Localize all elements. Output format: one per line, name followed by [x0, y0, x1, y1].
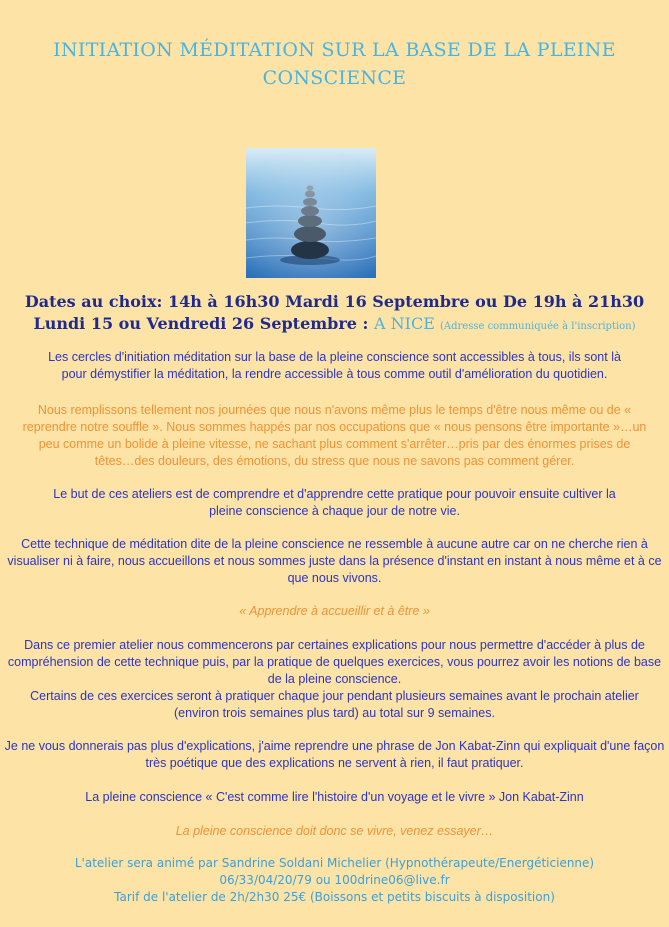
- quote-accueillir: « Apprendre à accueillir et à être »: [239, 604, 430, 618]
- page-title: INITIATION MÉDITATION SUR LA BASE DE LA PLEINE CONSCIENCE: [53, 39, 616, 89]
- paragraph-technique: Cette technique de méditation dite de la pleine conscience ne ressemble à aucune autre car on ne cherche rien à visualiser ni à faire, nous accueillons et nous sommes juste dans la présence d'instant en instant à nous même et à ce que nous vivons.: [7, 537, 662, 585]
- footer-contact: 06/33/04/20/79 ou 100drine06@live.fr: [219, 873, 450, 887]
- paragraph-goal: Le but de ces ateliers est de comprendre et d'apprendre cette pratique pour pouvoir ensuite cultiver la pleine conscience à chaque jour de notre vie.: [53, 487, 616, 518]
- footer-animator: L'atelier sera animé par Sandrine Soldani Michelier (Hypnothérapeute/Energéticienne): [74, 856, 595, 870]
- location: A NICE: [374, 314, 440, 333]
- stone-cairn-on-water-photo: [246, 148, 376, 278]
- dates-line-2: [0, 313, 669, 338]
- dates-line-1: Dates au choix: 14h à 16h30 Mardi 16 Septembre ou De 19h à 21h30: [24, 292, 645, 311]
- address-note: (Adresse communiquée à l'inscription): [440, 321, 636, 332]
- footer-price: Tarif de l'atelier de 2h/2h30 25€ (Boissons et petits biscuits à disposition): [114, 890, 555, 904]
- paragraph-explanations: Je ne vous donnerais pas plus d'explications, j'aime reprendre une phrase de Jon Kabat-Zinn qui expliquait d'une façon très poétique que des explications ne servent à rien, il faut pratiquer.: [4, 739, 665, 770]
- paragraph-exercises: Certains de ces exercices seront à pratiquer chaque jour pendant plusieurs semaines avant le prochain atelier (environ trois semaines plus tard) au total sur 9 semaines.: [30, 689, 639, 720]
- dates-block: [0, 291, 669, 338]
- closing-invitation: La pleine conscience doit donc se vivre, venez essayer…: [175, 824, 494, 838]
- dates-line-2-text: Lundi 15 ou Vendredi 26 Septembre :: [33, 314, 375, 333]
- paragraph-first-workshop: Dans ce premier atelier nous commencerons par certaines explications pour nous permettre d'accéder à plus de compréhension de cette technique puis, par la pratique de quelques exercices, vous pourrez avoir les notions de base de la pleine conscience.: [7, 638, 662, 686]
- paragraph-intro: Les cercles d'initiation méditation sur la base de la pleine conscience sont accessibles à tous, ils sont là pour démystifier la méditation, la rendre accessible à tous comme outil d'amélioration du quotidien.: [48, 350, 621, 381]
- paragraph-busy-lives: Nous remplissons tellement nos journées que nous n'avons même plus le temps d'être nous même ou de « reprendre notre souffle ». Nous sommes happés par nos occupations que « nous pensons être importante »…un peu comme un bolide à pleine vitesse, ne sachant plus comment s'arrêter…pris par des énormes prises de têtes…des douleurs, des émotions, du stress que nous ne savons pas comment gérer.: [22, 403, 647, 468]
- kabat-zinn-quote: La pleine conscience « C'est comme lire l'histoire d'un voyage et le vivre » Jon Kabat-Zinn: [85, 790, 584, 804]
